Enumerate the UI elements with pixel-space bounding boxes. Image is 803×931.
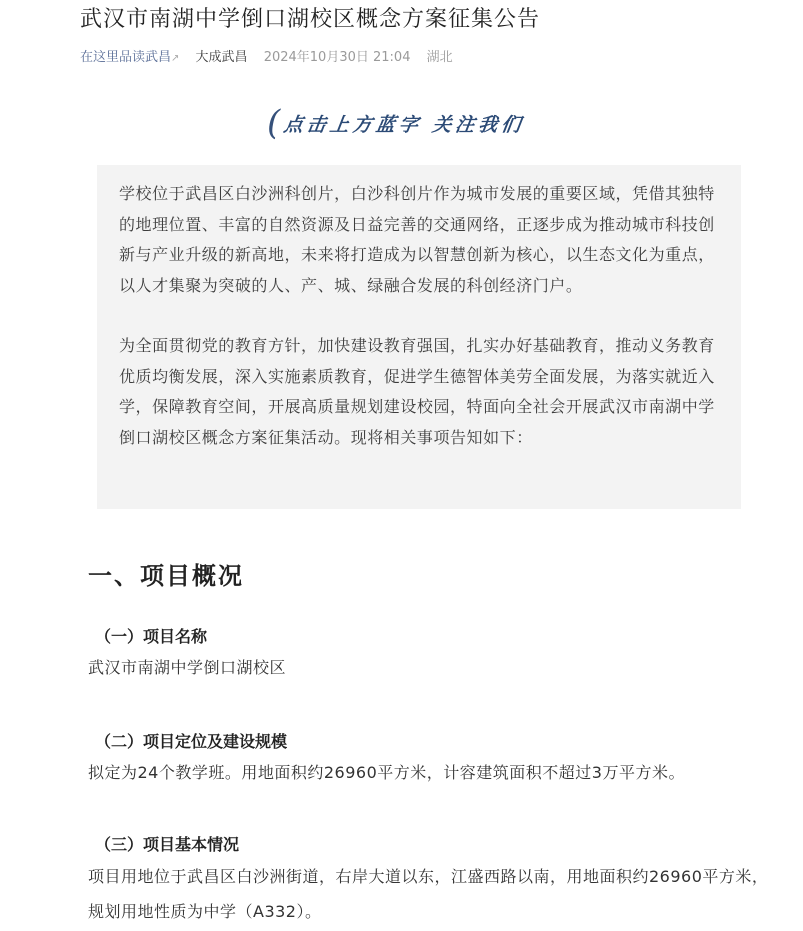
follow-bracket-decoration: ( [267,103,281,143]
text-positioning-scale: 拟定为24个教学班。用地面积约26960平方米，计容建筑面积不超过3万平方米。 [88,763,685,782]
subheading-basic-info: （三）项目基本情况 [95,835,240,854]
article-title: 武汉市南湖中学倒口湖校区概念方案征集公告 [80,7,541,32]
follow-banner-text: 点击上方蓝字 关注我们 [282,113,527,136]
author-name[interactable]: 大成武昌 [195,50,248,65]
account-name[interactable] [80,50,179,65]
external-link-icon: ↗ [171,53,180,64]
subheading-positioning-scale: （二）项目定位及建设规模 [95,732,288,751]
article-meta [80,46,465,65]
account-name-label: 在这里品读武昌 [80,50,172,65]
intro-paragraph-2: 为全面贯彻党的教育方针，加快建设教育强国，扎实办好基础教育，推动义务教育优质均衡发展，深入实施素质教育，促进学生德智体美劳全面发展，为落实就近入学，保障教育空间，开展高质量规划建设校园，特面向全社会开展武汉市南湖中学倒口湖校区概念方案征集活动。现将相关事项告知如下： [119,336,715,447]
follow-banner[interactable] [267,103,525,143]
text-project-name: 武汉市南湖中学倒口湖校区 [88,658,287,677]
publish-datetime: 2024年10月30日 21:04 [263,50,411,65]
intro-box [97,165,741,509]
publish-location: 湖北 [426,50,453,65]
section-heading-overview: 一、项目概况 [88,562,244,590]
intro-paragraph-1: 学校位于武昌区白沙洲科创片，白沙科创片作为城市发展的重要区域，凭借其独特的地理位置、丰富的自然资源及日益完善的交通网络，正逐步成为推动城市科技创新与产业升级的新高地，未来将打造成为以智慧创新为核心，以生态文化为重点，以人才集聚为突破的人、产、城、绿融合发展的科创经济门户。 [119,184,715,295]
subheading-project-name: （一）项目名称 [95,627,208,646]
text-basic-info: 项目用地位于武昌区白沙洲街道，右岸大道以东，江盛西路以南，用地面积约26960平方米，规划用地性质为中学（A332）。 [88,867,769,921]
